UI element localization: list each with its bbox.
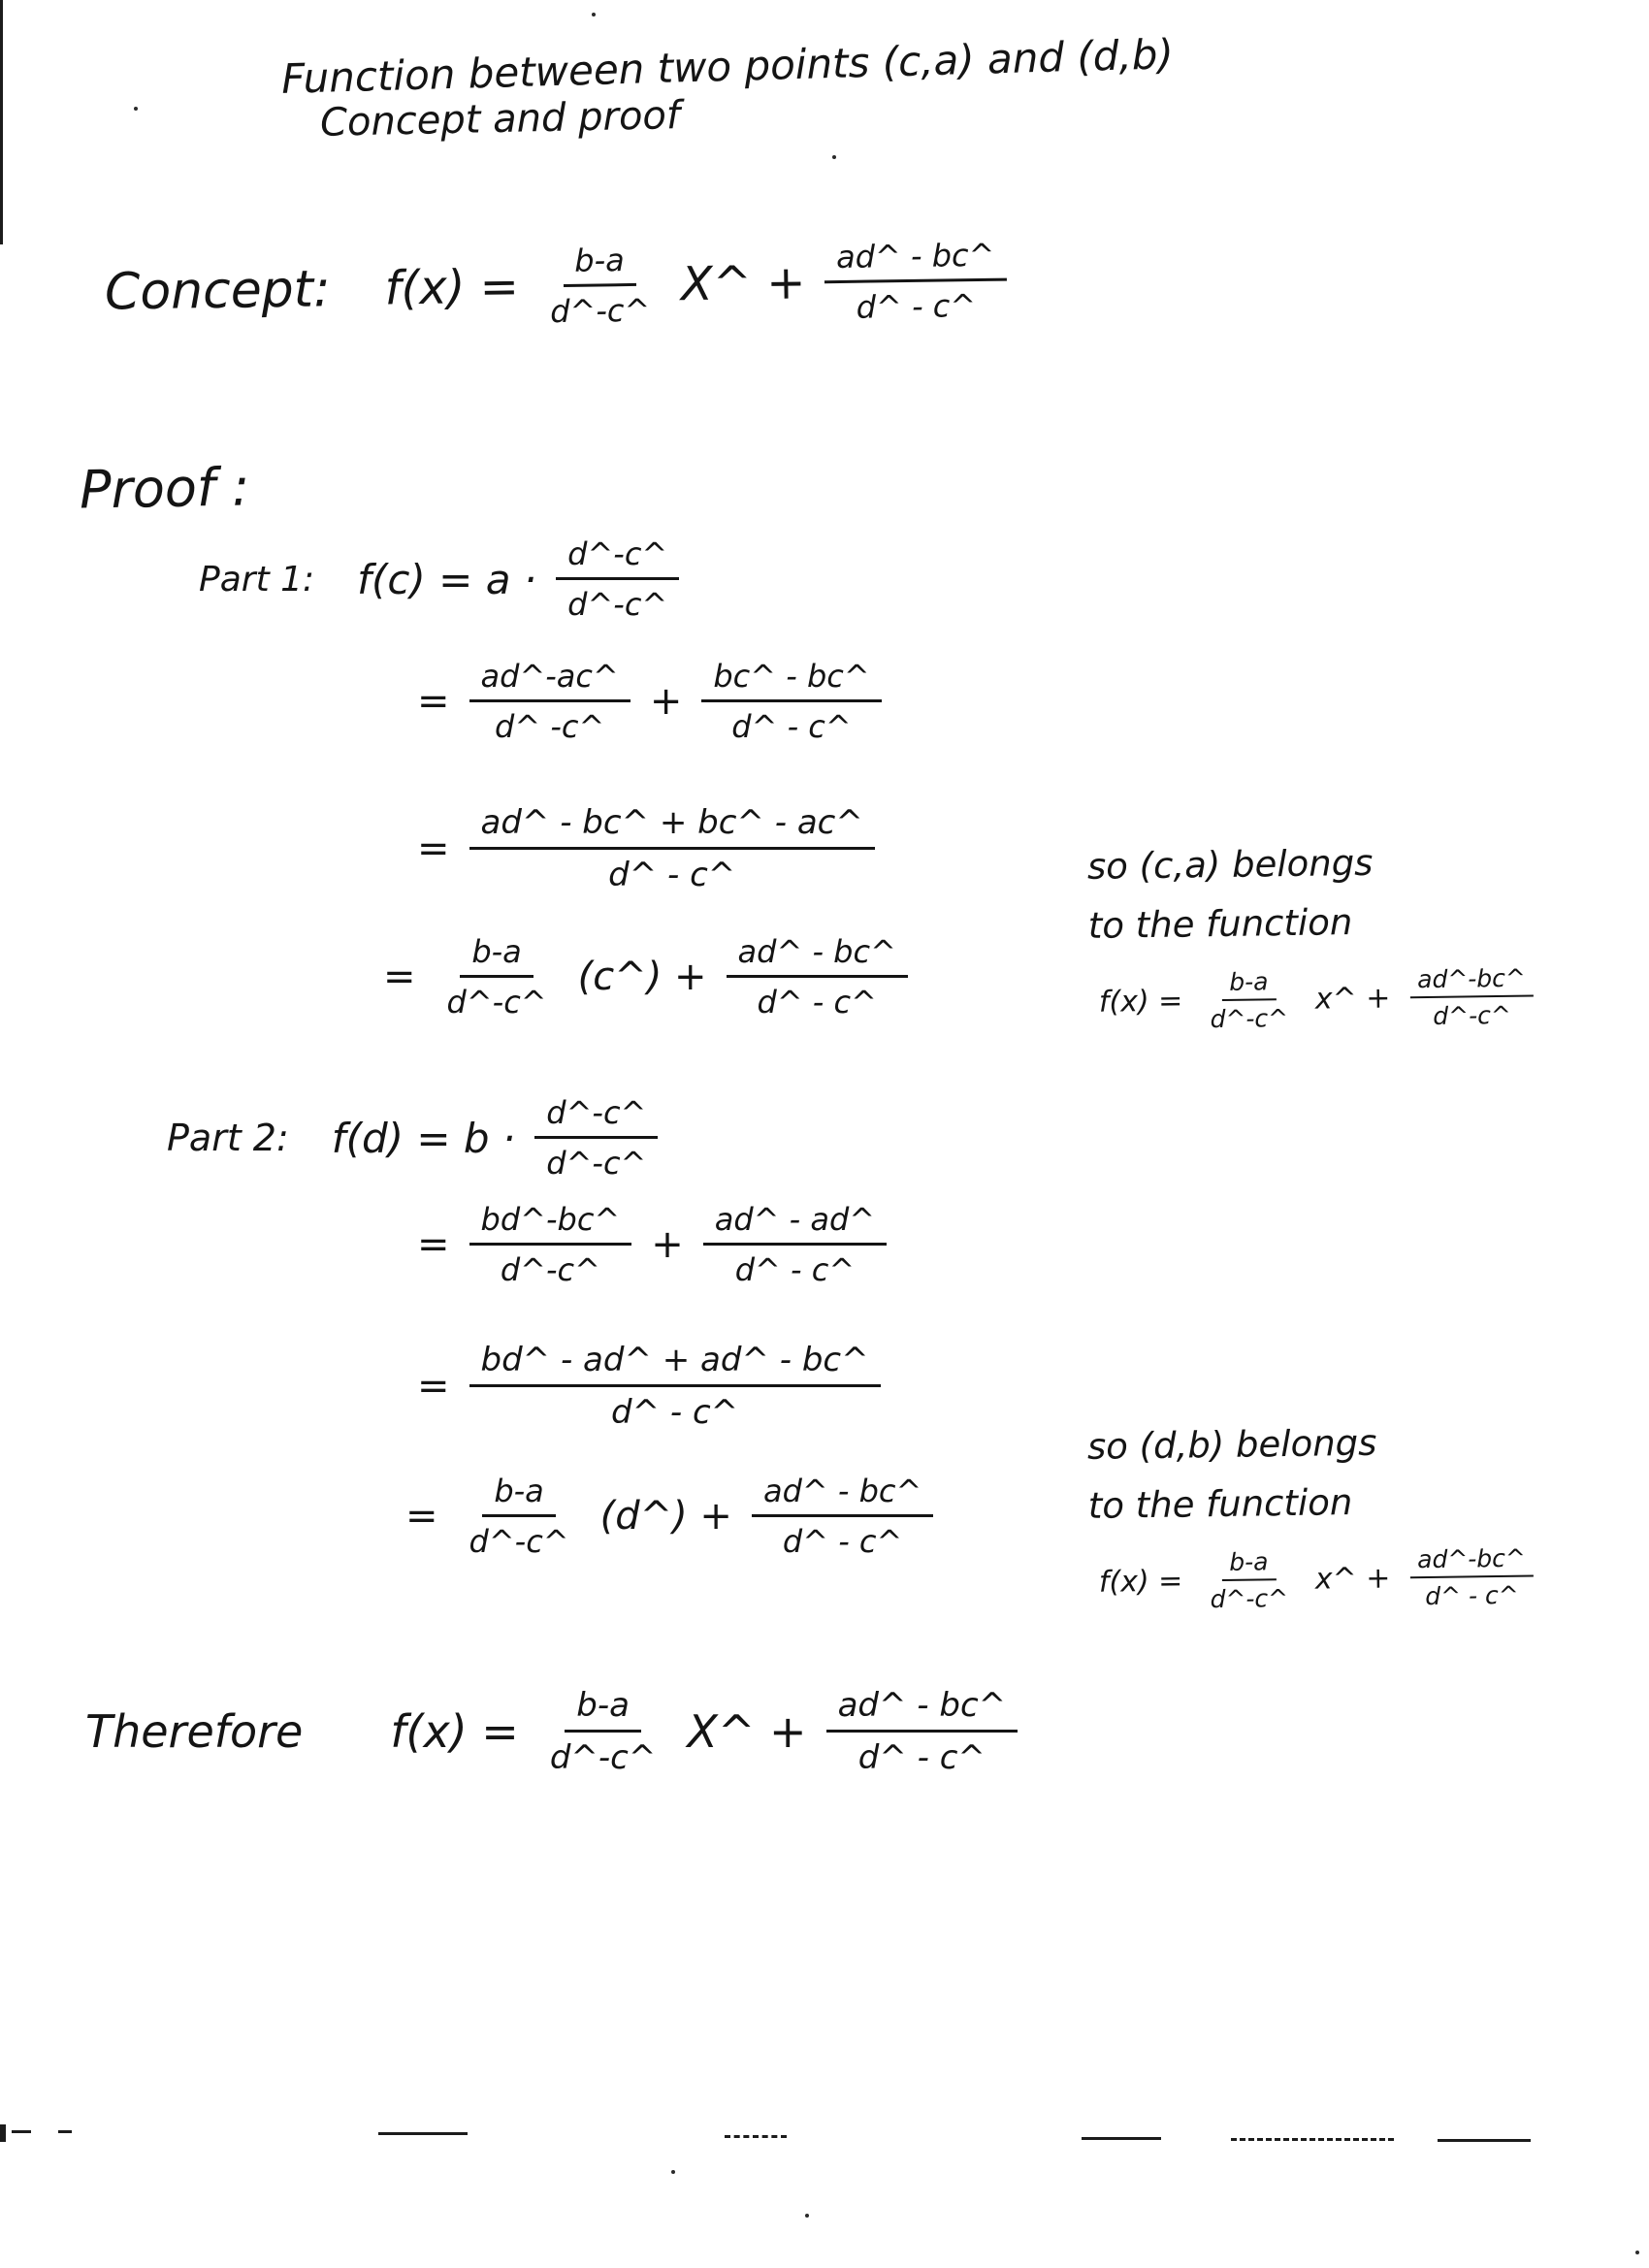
side-note1-line2: to the function <box>1087 901 1353 947</box>
equation-text: X^ + <box>680 255 806 312</box>
fraction-denominator: d^-c^ <box>446 984 547 1021</box>
fraction-numerator: ad^ - bc^ <box>727 933 908 978</box>
part1-equation-2-row <box>407 658 891 745</box>
fraction <box>469 803 875 894</box>
part2-row <box>167 1094 667 1182</box>
page-title-line-2: Concept and proof <box>319 93 681 146</box>
scan-artifact <box>1438 2139 1531 2142</box>
fraction-numerator: ad^ - bc^ + bc^ - ac^ <box>469 803 875 850</box>
equation-text: = <box>417 1364 450 1409</box>
part2-equation-2-row <box>407 1201 896 1288</box>
fraction-numerator: b-a <box>482 1473 555 1517</box>
part2-equation-4 <box>396 1473 943 1560</box>
part1-row <box>199 535 689 623</box>
fraction-numerator: b-a <box>1221 967 1277 1001</box>
equation-text: (c^) + <box>577 955 707 999</box>
scan-speck <box>592 13 596 16</box>
fraction-denominator: d^-c^ <box>469 1523 569 1560</box>
fraction-denominator: d^-c^ <box>567 586 668 623</box>
fraction-denominator: d^-c^ <box>546 1145 647 1182</box>
fraction <box>701 658 881 745</box>
scan-artifact <box>725 2135 787 2138</box>
equation-text: = <box>417 826 450 871</box>
fraction-numerator: ad^ - bc^ <box>824 237 1007 284</box>
fraction-numerator: bd^ - ad^ + ad^ - bc^ <box>469 1341 881 1387</box>
conclusion-row <box>85 1686 1027 1777</box>
fraction-denominator: d^ - c^ <box>782 1523 903 1560</box>
part1-equation-3-row <box>407 803 885 894</box>
side-note2-equation <box>1088 1543 1543 1615</box>
fraction <box>436 933 559 1021</box>
fraction-numerator: b-a <box>563 242 636 287</box>
fraction-denominator: d^-c^ <box>1210 1584 1289 1614</box>
proof-label: Proof : <box>79 456 250 521</box>
fraction-denominator: d^ - c^ <box>734 1251 856 1288</box>
fraction-numerator: bd^-bc^ <box>469 1201 632 1246</box>
part1-equation-3 <box>407 803 885 894</box>
scan-artifact <box>0 2124 6 2142</box>
equation-text: f(x) = <box>1098 1564 1183 1600</box>
fraction-denominator: d^ - c^ <box>731 708 852 745</box>
part1-equation-4-row <box>373 933 918 1021</box>
fraction <box>534 1094 658 1182</box>
equation-text: f(x) = <box>1098 984 1183 1020</box>
part1-label: Part 1: <box>199 559 315 599</box>
fraction-denominator: d^ - c^ <box>856 287 977 326</box>
fraction-numerator: ad^-bc^ <box>1409 964 1534 999</box>
fraction <box>469 1201 632 1288</box>
part2-label: Part 2: <box>167 1117 289 1159</box>
equation-text: f(d) = b · <box>331 1114 516 1162</box>
fraction <box>703 1201 887 1288</box>
therefore-label: Therefore <box>85 1705 304 1758</box>
part2-equation-3 <box>407 1341 890 1432</box>
fraction-numerator: ad^ - bc^ <box>826 1686 1018 1733</box>
fraction-numerator: b-a <box>565 1686 641 1733</box>
fraction <box>469 658 630 745</box>
fraction-denominator: d^-c^ <box>500 1251 600 1288</box>
fraction-numerator: b-a <box>1221 1547 1277 1581</box>
fraction <box>538 1686 668 1777</box>
fraction <box>537 242 662 331</box>
fraction-numerator: ad^-bc^ <box>1409 1544 1534 1579</box>
scan-speck <box>671 2170 675 2174</box>
fraction-numerator: ad^ - bc^ <box>752 1473 933 1517</box>
fraction-denominator: d^ - c^ <box>1425 1580 1519 1611</box>
fraction <box>752 1473 933 1560</box>
fraction-denominator: d^ - c^ <box>608 856 736 894</box>
concept-equation <box>374 236 1017 332</box>
fraction-numerator: ad^ - ad^ <box>703 1201 887 1246</box>
fraction-numerator: bc^ - bc^ <box>701 658 881 702</box>
fraction-numerator: d^-c^ <box>556 535 679 580</box>
equation-text: f(c) = a · <box>357 555 537 603</box>
part2-equation-1 <box>322 1094 668 1182</box>
page-title-line-1: Function between two points (c,a) and (d,b) <box>280 30 1175 103</box>
part2-equation-3-row <box>407 1341 890 1432</box>
scan-speck <box>1635 2251 1639 2254</box>
fraction <box>826 1686 1018 1777</box>
fraction <box>727 933 908 1021</box>
scan-artifact <box>378 2132 468 2135</box>
part1-equation-4 <box>373 933 918 1021</box>
fraction <box>1409 1544 1535 1611</box>
fraction-denominator: d^ - c^ <box>757 984 877 1021</box>
fraction <box>824 237 1008 327</box>
side-note1-equation <box>1088 963 1543 1035</box>
fraction-denominator: d^-c^ <box>1210 1004 1289 1034</box>
part1-equation-1 <box>347 535 689 623</box>
concept-label: Concept: <box>104 260 332 322</box>
scan-artifact <box>1082 2137 1161 2140</box>
scan-speck <box>134 107 138 111</box>
fraction <box>469 1341 881 1432</box>
equation-text: + <box>649 679 683 724</box>
conclusion-equation <box>380 1686 1027 1777</box>
fraction <box>458 1473 581 1560</box>
fraction-denominator: d^-c^ <box>549 291 651 331</box>
fraction-numerator: d^-c^ <box>534 1094 658 1139</box>
fraction <box>556 535 679 623</box>
fraction-denominator: d^-c^ <box>549 1738 657 1777</box>
equation-text: x^ + <box>1314 1561 1391 1597</box>
equation-text: (d^) + <box>599 1494 732 1539</box>
scan-speck <box>832 155 836 159</box>
fraction-denominator: d^-c^ <box>1433 1000 1511 1030</box>
scan-artifact <box>12 2130 31 2133</box>
scan-speck <box>805 2214 809 2218</box>
equation-text: = <box>405 1494 438 1539</box>
equation-text: = <box>383 955 416 999</box>
equation-text: = <box>417 679 450 724</box>
side-note2-line1: so (d,b) belongs <box>1086 1421 1377 1468</box>
fraction-denominator: d^ - c^ <box>611 1393 739 1432</box>
concept-row <box>104 236 1017 336</box>
part1-equation-2 <box>407 658 891 745</box>
equation-text: = <box>417 1222 450 1267</box>
fraction-numerator: ad^-ac^ <box>469 658 630 702</box>
part2-equation-4-row <box>396 1473 943 1560</box>
side-note1-line1: so (c,a) belongs <box>1086 841 1374 888</box>
fraction <box>1202 967 1296 1033</box>
fraction <box>1409 964 1535 1031</box>
fraction <box>1202 1547 1296 1613</box>
equation-text: f(x) = <box>384 259 520 316</box>
fraction-denominator: d^ - c^ <box>857 1738 986 1777</box>
fraction-denominator: d^ -c^ <box>495 708 605 745</box>
equation-text: x^ + <box>1314 981 1391 1017</box>
side-note2-line2: to the function <box>1087 1481 1353 1527</box>
scan-artifact <box>58 2130 72 2133</box>
scan-edge-line <box>0 0 3 244</box>
side-note-part2 <box>1087 1418 1633 1615</box>
equation-text: f(x) = <box>390 1705 519 1758</box>
fraction-numerator: b-a <box>460 933 533 978</box>
equation-text: X^ + <box>687 1705 807 1758</box>
scan-artifact <box>1231 2138 1394 2141</box>
side-note-part1 <box>1087 838 1633 1035</box>
equation-text: + <box>651 1222 684 1267</box>
part2-equation-2 <box>407 1201 896 1288</box>
